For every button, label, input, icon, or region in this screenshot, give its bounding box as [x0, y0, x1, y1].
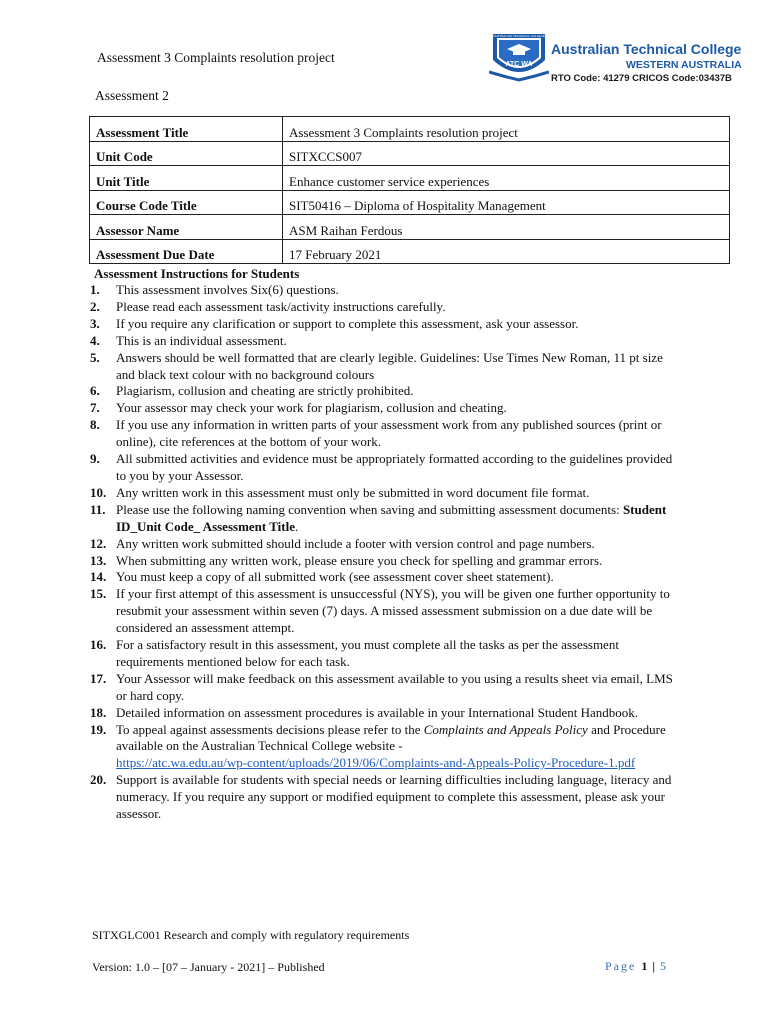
list-item: 8. If you use any information in written parts of your assessment work from any published sources (print or online), cite references at the bottom of your work.	[90, 417, 662, 450]
list-item: 10. Any written work in this assessment must only be submitted in word document file format.	[90, 484, 590, 500]
logo-college-name: Australian Technical College	[551, 41, 742, 57]
assessment-info-table	[89, 116, 730, 264]
row-label: Assessment Due Date	[90, 239, 283, 264]
instructions-heading: Assessment Instructions for Students	[94, 266, 300, 281]
doc-subtitle: Assessment 2	[95, 88, 169, 103]
row-label: Assessor Name	[90, 215, 283, 240]
list-item: 18. Detailed information on assessment procedures is available in your International Student Handbook.	[90, 704, 639, 720]
college-logo	[489, 24, 768, 94]
svg-text:AUSTRALIAN TECHNICAL COLLEGE: AUSTRALIAN TECHNICAL COLLEGE	[493, 34, 545, 38]
table-row	[90, 166, 730, 191]
row-value: SITXCCS007	[283, 141, 730, 166]
row-value: SIT50416 – Diploma of Hospitality Management	[283, 190, 730, 215]
list-item: 1. This assessment involves Six(6) questions.	[90, 282, 339, 297]
logo-region: WESTERN AUSTRALIA	[626, 59, 742, 71]
row-value: ASM Raihan Ferdous	[283, 215, 730, 240]
college-badge-icon	[489, 30, 549, 86]
svg-text:ATC WA: ATC WA	[505, 61, 533, 68]
row-value: Enhance customer service experiences	[283, 166, 730, 191]
list-item: 2. Please read each assessment task/activity instructions carefully.	[90, 298, 446, 314]
logo-codes: RTO Code: 41279 CRICOS Code:03437B	[551, 73, 732, 84]
table-row	[90, 239, 730, 264]
list-item: 5. Answers should be well formatted that are clearly legible. Guidelines: Use Times New Roman, 11 pt size and black text colour with no background colours	[90, 349, 663, 382]
row-label: Unit Code	[90, 141, 283, 166]
list-item: 17. Your Assessor will make feedback on this assessment available to you using a results sheet via email, LMS or hard copy.	[90, 670, 673, 703]
list-item: 15. If your first attempt of this assessment is unsuccessful (NYS), you will be given one further opportunity to resubmit your assessment within seven (7) days. A missed assessment submission on a due date will be considered an assessment attempt.	[90, 586, 670, 636]
list-item: 11. Please use the following naming convention when saving and submitting assessment documents: Student ID_Unit Code_ Assessment Title.	[90, 501, 667, 534]
list-item: 7. Your assessor may check your work for plagiarism, collusion and cheating.	[90, 400, 507, 416]
row-value: 17 February 2021	[283, 239, 730, 264]
list-item: 6. Plagiarism, collusion and cheating are strictly prohibited.	[90, 383, 414, 399]
header-title: Assessment 3 Complaints resolution project	[97, 50, 335, 65]
list-item: 19. To appeal against assessments decisions please refer to the Complaints and Appeals Policy and Procedure available on the Australian Technical College website - https://atc.wa.edu.au/wp-content/uploads/2019/06/Complaints-and-Appeals-Policy-Procedure-1.pdf	[90, 721, 666, 771]
list-item: 20. Support is available for students with special needs or learning difficulties including language, literacy and numeracy. If you require any support or modified equipment to complete this assessment, please ask your assessor.	[90, 772, 672, 822]
table-row	[90, 215, 730, 240]
list-item: 3. If you require any clarification or support to complete this assessment, ask your assessor.	[90, 315, 579, 331]
list-item: 14. You must keep a copy of all submitted work (see assessment cover sheet statement).	[90, 569, 554, 585]
list-item: 13. When submitting any written work, please ensure you check for spelling and grammar errors.	[90, 552, 603, 568]
table-row	[90, 190, 730, 215]
naming-convention: Student ID_Unit Code_ Assessment Title	[116, 501, 667, 534]
row-value: Assessment 3 Complaints resolution project	[283, 117, 730, 142]
footer-version: Version: 1.0 – [07 – January - 2021] – Published	[92, 960, 325, 974]
table-row	[90, 117, 730, 142]
instructions-list	[90, 282, 680, 823]
policy-name: Complaints and Appeals Policy	[423, 721, 588, 737]
list-item: 4. This is an individual assessment.	[90, 332, 287, 348]
policy-link[interactable]: https://atc.wa.edu.au/wp-content/uploads/2019/06/Complaints-and-Appeals-Policy-Procedure-1.pdf	[116, 755, 636, 771]
footer-unit: SITXGLC001 Research and comply with regulatory requirements	[92, 928, 410, 942]
row-label: Unit Title	[90, 166, 283, 191]
row-label: Course Code Title	[90, 190, 283, 215]
table-row	[90, 141, 730, 166]
list-item: 12. Any written work submitted should include a footer with version control and page numbers.	[90, 535, 595, 551]
list-item: 9. All submitted activities and evidence must be appropriately formatted according to the guidelines provided to you by your Assessor.	[90, 451, 673, 483]
list-item: 16. For a satisfactory result in this assessment, you must complete all the tasks as per the assessment requirements mentioned below for each task.	[90, 637, 619, 669]
footer-page-number: Page 1 | 5	[605, 959, 668, 973]
row-label: Assessment Title	[90, 117, 283, 142]
